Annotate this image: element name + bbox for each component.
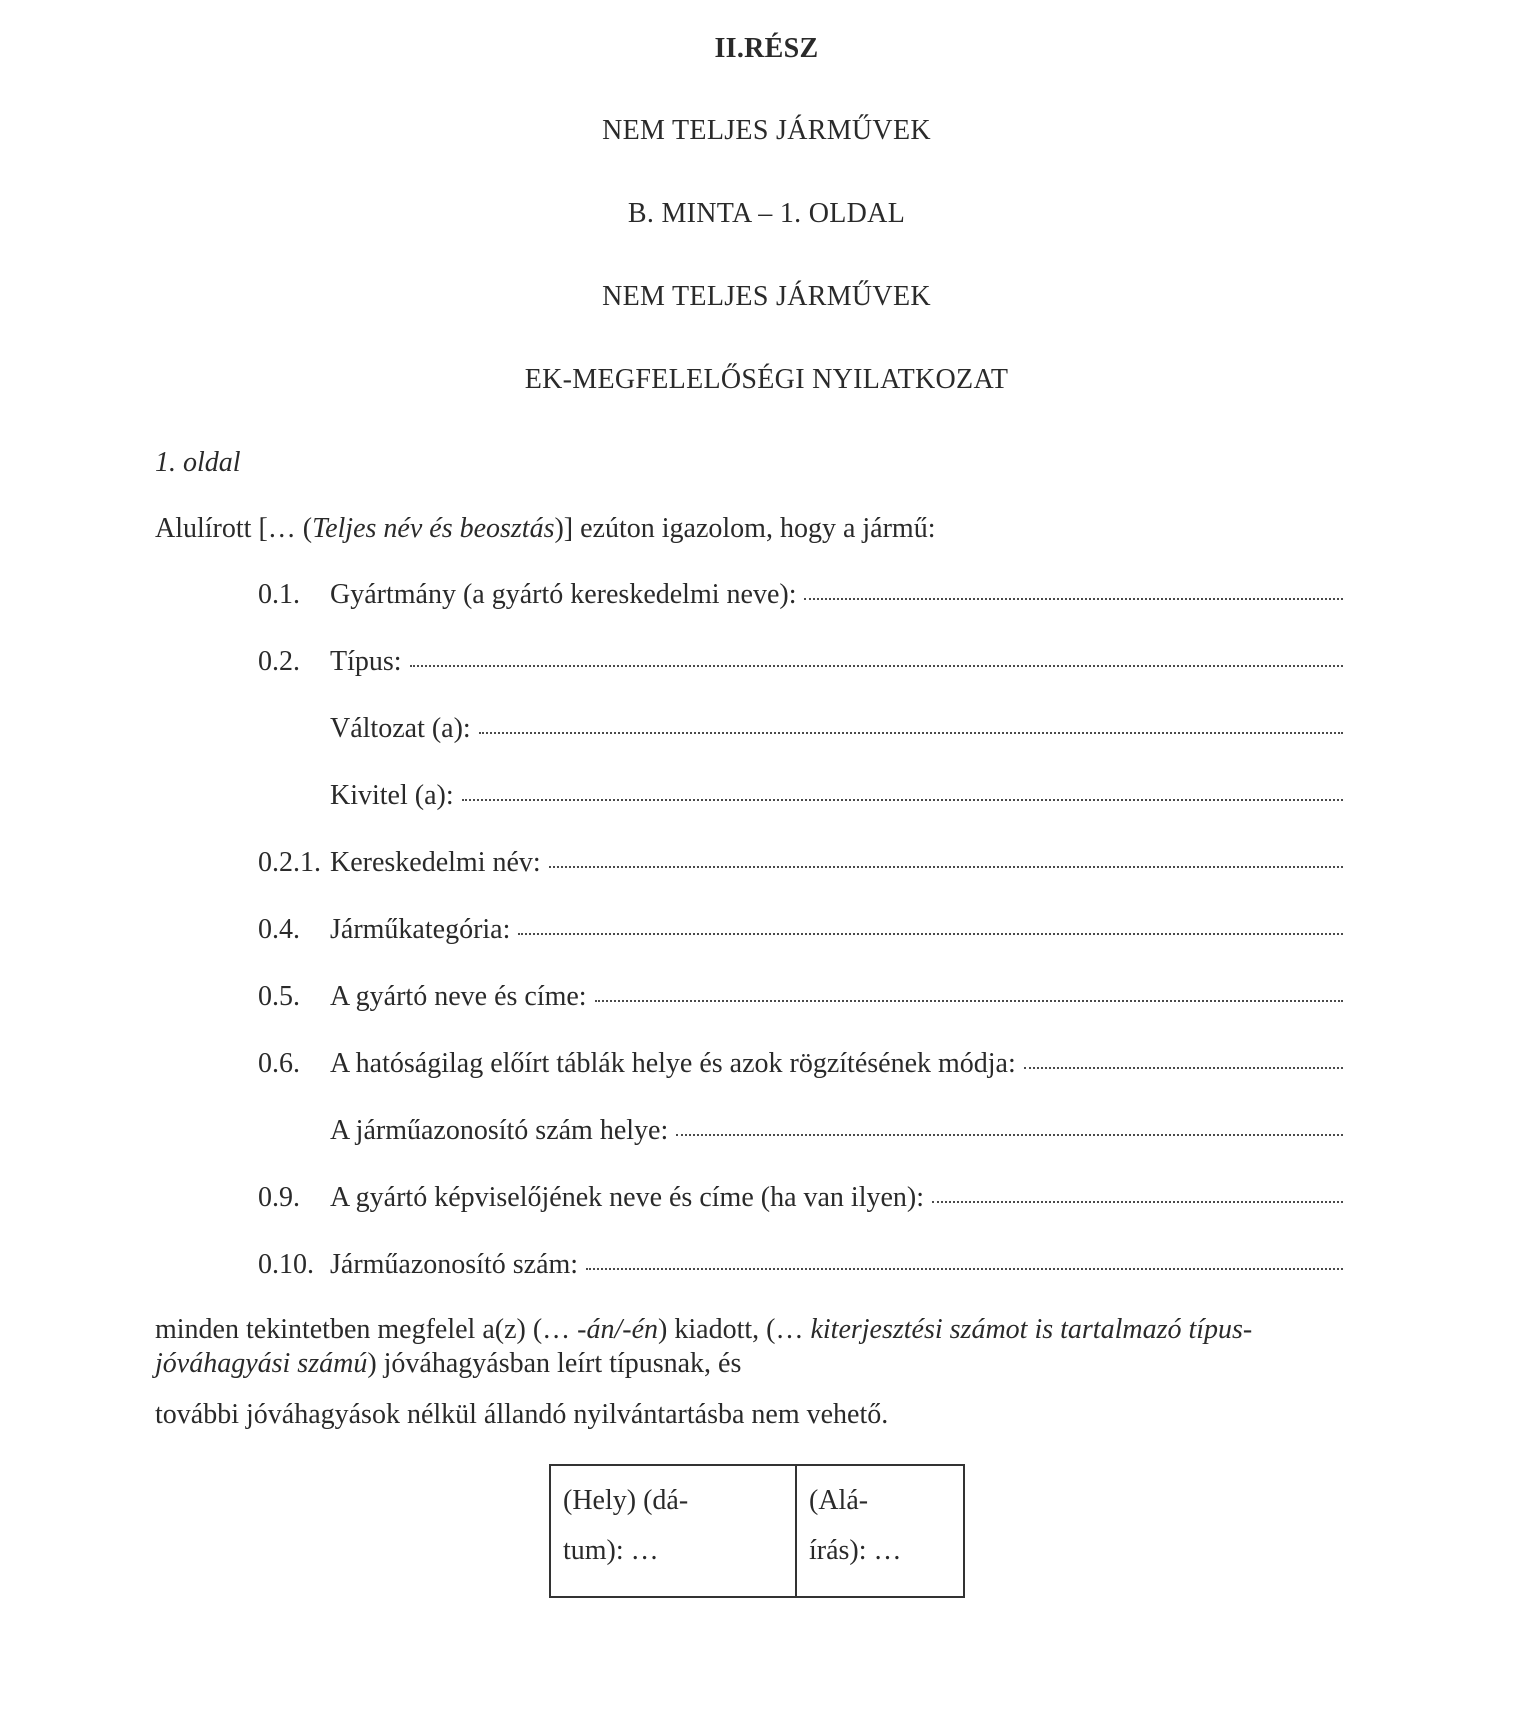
field-number: 0.6. [258, 1048, 300, 1079]
field-number: 0.2.1. [258, 847, 321, 878]
fill-in-line[interactable] [595, 978, 1343, 1002]
fill-in-line[interactable] [549, 844, 1343, 868]
field-row-type [258, 645, 1343, 679]
fill-in-line[interactable] [676, 1112, 1343, 1136]
field-row-variant [330, 712, 1343, 746]
incomplete-vehicles-heading: NEM TELJES JÁRMŰVEK [602, 115, 931, 146]
field-label: Kivitel (a): [330, 780, 454, 811]
fill-in-line[interactable] [518, 911, 1343, 935]
signature-label: (Alá- [809, 1485, 869, 1516]
statement-date-placeholder: -án/-én [577, 1314, 659, 1345]
part-heading: II.RÉSZ [714, 33, 819, 64]
place-date-label-cont: tum): … [563, 1535, 659, 1566]
field-row-make [258, 578, 1343, 612]
intro-italic: Teljes név és beosztás [312, 513, 555, 544]
fill-in-line[interactable] [462, 777, 1343, 801]
statement-text: ) kiadott, (… [658, 1314, 811, 1345]
fill-in-line[interactable] [586, 1246, 1343, 1270]
field-row-commercial-name [258, 846, 1343, 880]
fill-in-line[interactable] [804, 576, 1343, 600]
statement-text: minden tekintetben megfelel a(z) (… [155, 1314, 578, 1345]
field-number: 0.2. [258, 646, 300, 677]
field-label: A járműazonosító szám helye: [330, 1115, 669, 1146]
field-number: 0.5. [258, 981, 300, 1012]
field-row-representative [258, 1181, 1343, 1215]
field-number: 0.4. [258, 914, 300, 945]
page-label: 1. oldal [155, 447, 241, 478]
place-date-cell[interactable] [551, 1466, 797, 1596]
fill-in-line[interactable] [479, 710, 1343, 734]
field-number: 0.10. [258, 1249, 314, 1280]
declaration-heading: EK-MEGFELELŐSÉGI NYILATKOZAT [524, 364, 1009, 395]
signature-table [549, 1464, 965, 1598]
fill-in-line[interactable] [932, 1179, 1343, 1203]
fill-in-line[interactable] [410, 643, 1343, 667]
field-row-vin-location [330, 1114, 1343, 1148]
signature-cell[interactable] [797, 1466, 963, 1596]
field-label: Változat (a): [330, 713, 471, 744]
field-row-manufacturer [258, 980, 1343, 1014]
intro-prefix: Alulírott [… ( [155, 513, 313, 544]
field-label: Járműazonosító szám: [330, 1249, 579, 1280]
signature-label-cont: írás): … [809, 1535, 902, 1566]
registration-statement: további jóváhagyások nélkül állandó nyilvántartásba nem vehető. [155, 1399, 889, 1430]
field-label: Gyártmány (a gyártó kereskedelmi neve): [330, 579, 797, 610]
field-label: A gyártó képviselőjének neve és címe (ha van ilyen): [330, 1182, 925, 1213]
statement-approval-placeholder: kiterjesztési számot is tartalmazó típus-jóváhagyási számú [155, 1314, 1253, 1379]
intro-suffix: )] ezúton igazolom, hogy a jármű: [554, 513, 936, 544]
place-date-label: (Hely) (dá- [563, 1485, 689, 1516]
field-label: Típus: [330, 646, 402, 677]
field-row-vin [258, 1248, 1343, 1282]
field-label: A hatóságilag előírt táblák helye és azok rögzítésének módja: [330, 1048, 1016, 1079]
field-label: A gyártó neve és címe: [330, 981, 587, 1012]
field-row-plates [258, 1047, 1343, 1081]
field-label: Kereskedelmi név: [330, 847, 541, 878]
incomplete-vehicles-subheading: NEM TELJES JÁRMŰVEK [602, 281, 931, 312]
field-number: 0.1. [258, 579, 300, 610]
field-number: 0.9. [258, 1182, 300, 1213]
model-page-heading: B. MINTA – 1. OLDAL [627, 198, 906, 229]
conformity-statement [155, 1313, 1345, 1381]
field-row-category [258, 913, 1343, 947]
fill-in-line[interactable] [1024, 1045, 1343, 1069]
field-row-version [330, 779, 1343, 813]
intro-sentence [155, 512, 935, 546]
field-label: Járműkategória: [330, 914, 511, 945]
statement-text: ) jóváhagyásban leírt típusnak, és [367, 1348, 742, 1379]
